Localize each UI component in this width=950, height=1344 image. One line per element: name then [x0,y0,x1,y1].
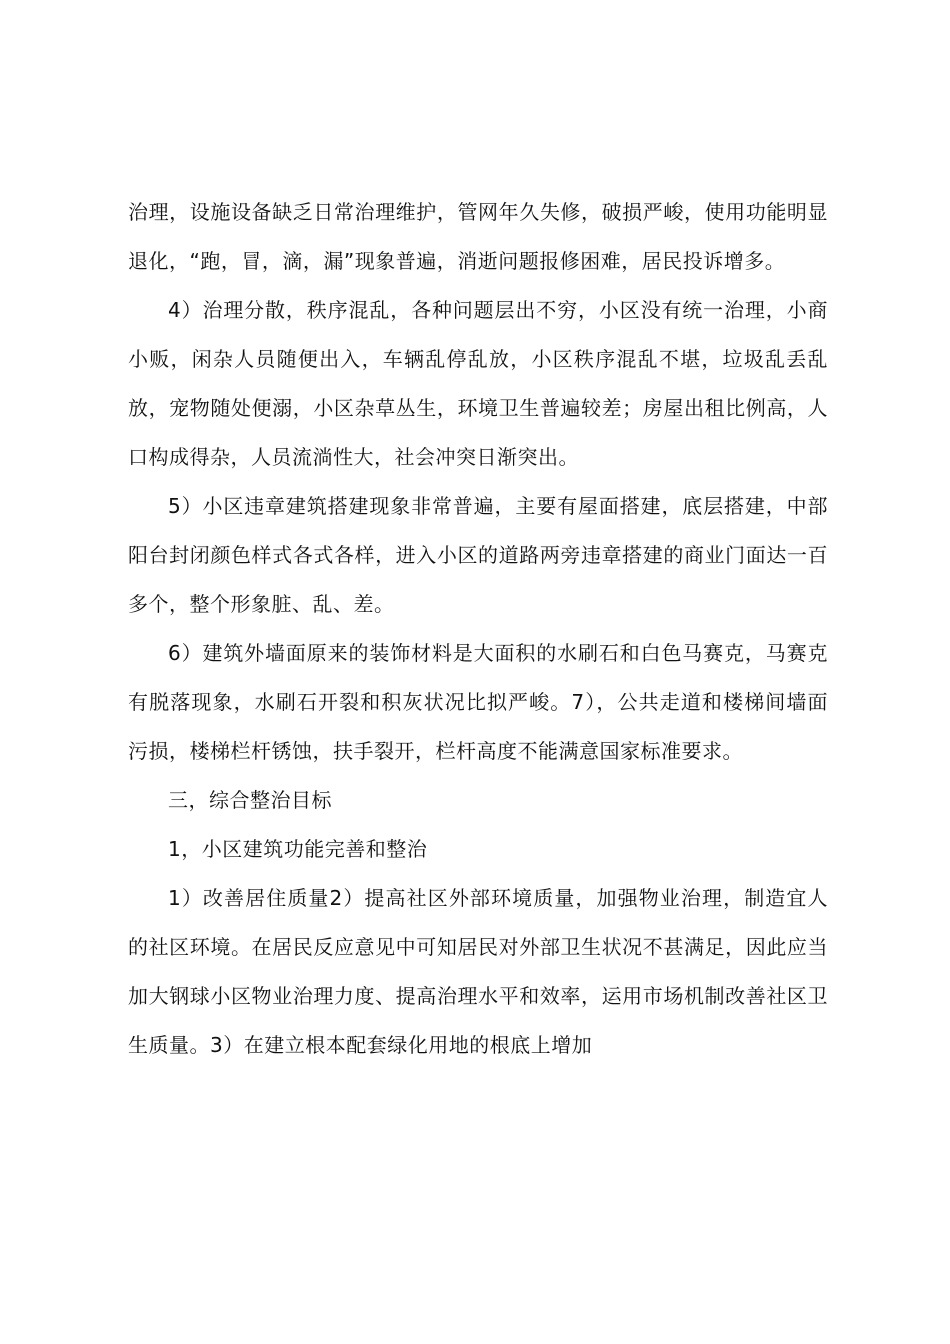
paragraph-item-4: 4）治理分散，秩序混乱，各种问题层出不穷，小区没有统一治理，小商小贩，闲杂人员随便出入，车辆乱停乱放，小区秩序混乱不堪，垃圾乱丢乱放，宠物随处便溺，小区杂草丛生，环境卫生普遍较差；房屋出租比例高，人口构成得杂，人员流淌性大，社会冲突日渐突出。 [128,298,828,469]
paragraph-item-5: 5）小区违章建筑搭建现象非常普遍，主要有屋面搭建，底层搭建，中部阳台封闭颜色样式各式各样，进入小区的道路两旁违章搭建的商业门面达一百多个，整个形象脏、乱、差。 [128,494,828,616]
section-heading: 三，综合整治目标 [168,788,332,812]
subsection-heading: 1，小区建筑功能完善和整治 [168,837,428,861]
paragraph-continuation: 治理，设施设备缺乏日常治理维护，管网年久失修，破损严峻，使用功能明显退化，“跑，冒，滴，漏”现象普遍，消逝问题报修困难，居民投诉增多。 [128,200,828,273]
document-page [128,188,828,1070]
paragraph-item-6: 6）建筑外墙面原来的装饰材料是大面积的水刷石和白色马赛克，马赛克有脱落现象，水刷石开裂和积灰状况比拟严峻。7），公共走道和楼梯间墙面污损，楼梯栏杆锈蚀，扶手裂开，栏杆高度不能满意国家标准要求。 [128,641,828,763]
paragraph-goals: 1）改善居住质量2）提高社区外部环境质量，加强物业治理，制造宜人的社区环境。在居民反应意见中可知居民对外部卫生状况不甚满足，因此应当加大钢球小区物业治理力度、提高治理水平和效率，运用市场机制改善社区卫生质量。3）在建立根本配套绿化用地的根底上增加 [128,886,828,1057]
